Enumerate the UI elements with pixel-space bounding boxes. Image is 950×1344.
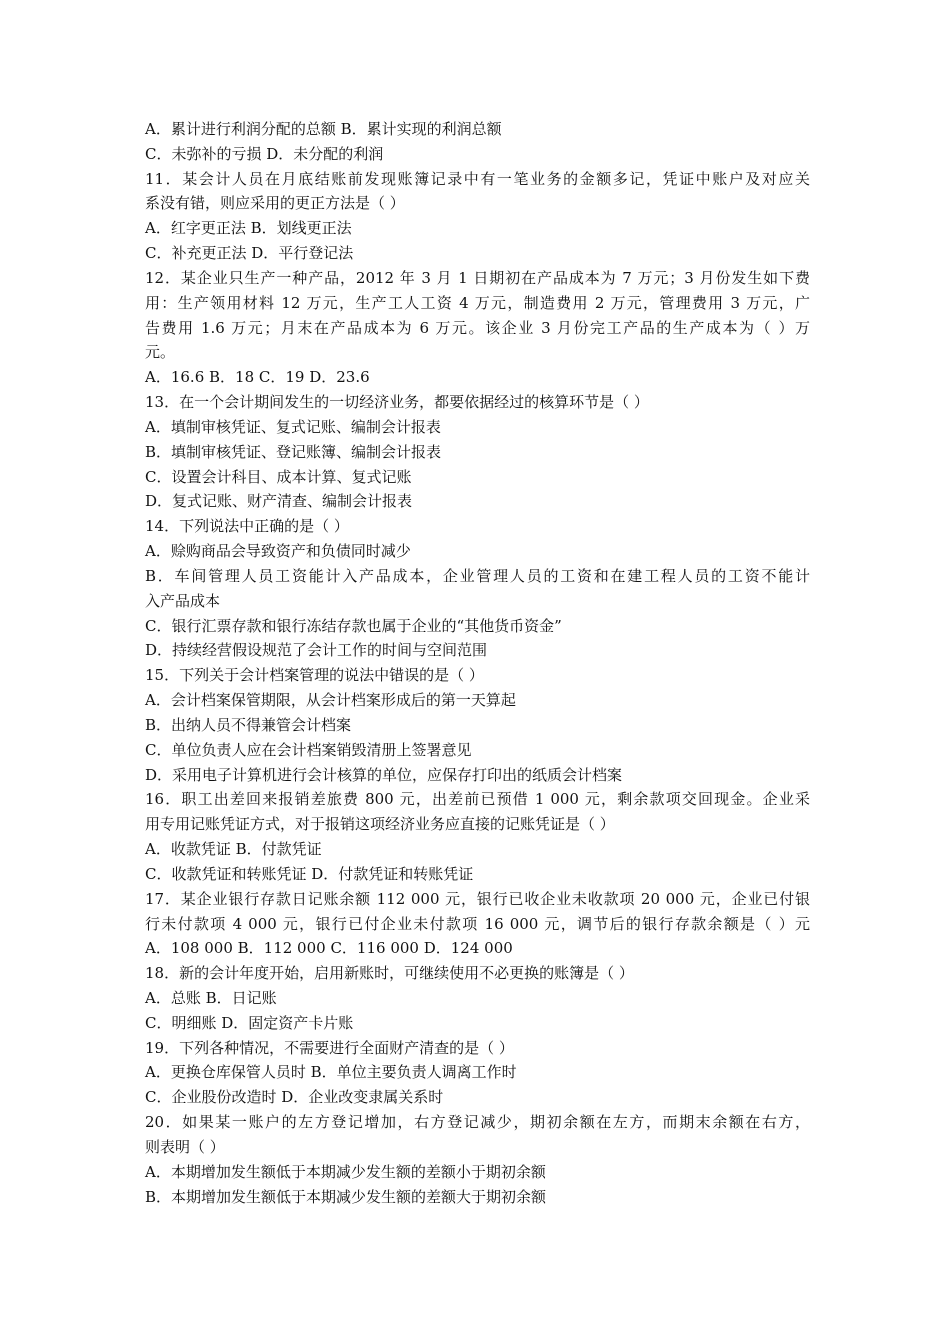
text-line-16: D．复式记账、财产清查、编制会计报表 <box>145 492 413 511</box>
text-line-15: C．设置会计科目、成本计算、复式记账 <box>145 467 412 486</box>
text-line-2: C．未弥补的亏损 D．未分配的利润 <box>145 144 384 163</box>
text-line-37: C．明细账 D．固定资产卡片账 <box>145 1013 354 1032</box>
text-line-31: C．收款凭证和转账凭证 D．付款凭证和转账凭证 <box>145 864 474 883</box>
text-line-29: 用专用记账凭证方式，对于报销这项经济业务应直接的记账凭证是（ ） <box>145 815 615 834</box>
text-line-42: 则表明（ ） <box>145 1137 225 1156</box>
document-page <box>145 117 810 1209</box>
text-line-30: A．收款凭证 B．付款凭证 <box>145 840 322 859</box>
text-line-9: 告费用 1.6 万元；月末在产品成本为 6 万元。该企业 3 月份完工产品的生产成本为（ ）万 <box>145 318 810 337</box>
text-line-12: 13．在一个会计期间发生的一切经济业务，都要依据经过的核算环节是（ ） <box>145 393 649 412</box>
text-line-19: B．车间管理人员工资能计入产品成本，企业管理人员的工资和在建工程人员的工资不能计 <box>145 566 810 585</box>
text-line-24: A．会计档案保管期限，从会计档案形成后的第一天算起 <box>145 691 516 710</box>
text-line-3: 11．某会计人员在月底结账前发现账簿记录中有一笔业务的金额多记，凭证中账户及对应关 <box>145 169 810 188</box>
text-line-8: 用：生产领用材料 12 万元，生产工人工资 4 万元，制造费用 2 万元，管理费用 3 万元，广 <box>145 293 810 312</box>
text-line-34: A．108 000 B．112 000 C．116 000 D．124 000 <box>145 939 513 958</box>
text-line-21: C．银行汇票存款和银行冻结存款也属于企业的“其他货币资金” <box>145 616 562 635</box>
text-line-13: A．填制审核凭证、复式记账、编制会计报表 <box>145 417 441 436</box>
text-line-27: D．采用电子计算机进行会计核算的单位，应保存打印出的纸质会计档案 <box>145 765 623 784</box>
text-line-14: B．填制审核凭证、登记账簿、编制会计报表 <box>145 442 442 461</box>
text-line-35: 18．新的会计年度开始，启用新账时，可继续使用不必更换的账簿是（ ） <box>145 964 634 983</box>
text-line-7: 12．某企业只生产一种产品，2012 年 3 月 1 日期初在产品成本为 7 万元；3 月份发生如下费 <box>145 268 810 287</box>
text-line-33: 行未付款项 4 000 元，银行已付企业未付款项 16 000 元，调节后的银行存款余额是（ ）元 <box>145 914 810 933</box>
text-line-25: B．出纳人员不得兼管会计档案 <box>145 715 352 734</box>
text-line-43: A．本期增加发生额低于本期减少发生额的差额小于期初余额 <box>145 1162 546 1181</box>
text-line-18: A．赊购商品会导致资产和负债同时减少 <box>145 542 411 561</box>
text-line-38: 19．下列各种情况，不需要进行全面财产清查的是（ ） <box>145 1038 514 1057</box>
text-line-10: 元。 <box>145 343 176 362</box>
text-line-4: 系没有错，则应采用的更正方法是（ ） <box>145 194 405 213</box>
text-line-26: C．单位负责人应在会计档案销毁清册上签署意见 <box>145 740 472 759</box>
text-line-28: 16．职工出差回来报销差旅费 800 元，出差前已预借 1 000 元，剩余款项交回现金。企业采 <box>145 790 810 809</box>
text-line-23: 15．下列关于会计档案管理的说法中错误的是（ ） <box>145 666 484 685</box>
text-line-40: C．企业股份改造时 D．企业改变隶属关系时 <box>145 1088 444 1107</box>
text-line-44: B．本期增加发生额低于本期减少发生额的差额大于期初余额 <box>145 1187 547 1206</box>
text-line-32: 17．某企业银行存款日记账余额 112 000 元，银行已收企业未收款项 20 000 元，企业已付银 <box>145 889 810 908</box>
text-line-6: C．补充更正法 D．平行登记法 <box>145 244 354 263</box>
text-line-20: 入产品成本 <box>145 591 221 610</box>
text-line-17: 14．下列说法中正确的是（ ） <box>145 517 349 536</box>
text-line-11: A．16.6 B．18 C．19 D．23.6 <box>145 368 370 387</box>
text-line-1: A．累计进行利润分配的总额 B．累计实现的利润总额 <box>145 120 502 138</box>
text-line-36: A．总账 B．日记账 <box>145 988 277 1007</box>
text-line-39: A．更换仓库保管人员时 B．单位主要负责人调离工作时 <box>145 1063 517 1082</box>
text-line-41: 20．如果某一账户的左方登记增加，右方登记减少，期初余额在左方，而期末余额在右方， <box>145 1113 810 1132</box>
text-line-22: D．持续经营假设规范了会计工作的时间与空间范围 <box>145 641 488 660</box>
text-line-5: A．红字更正法 B．划线更正法 <box>145 219 352 238</box>
